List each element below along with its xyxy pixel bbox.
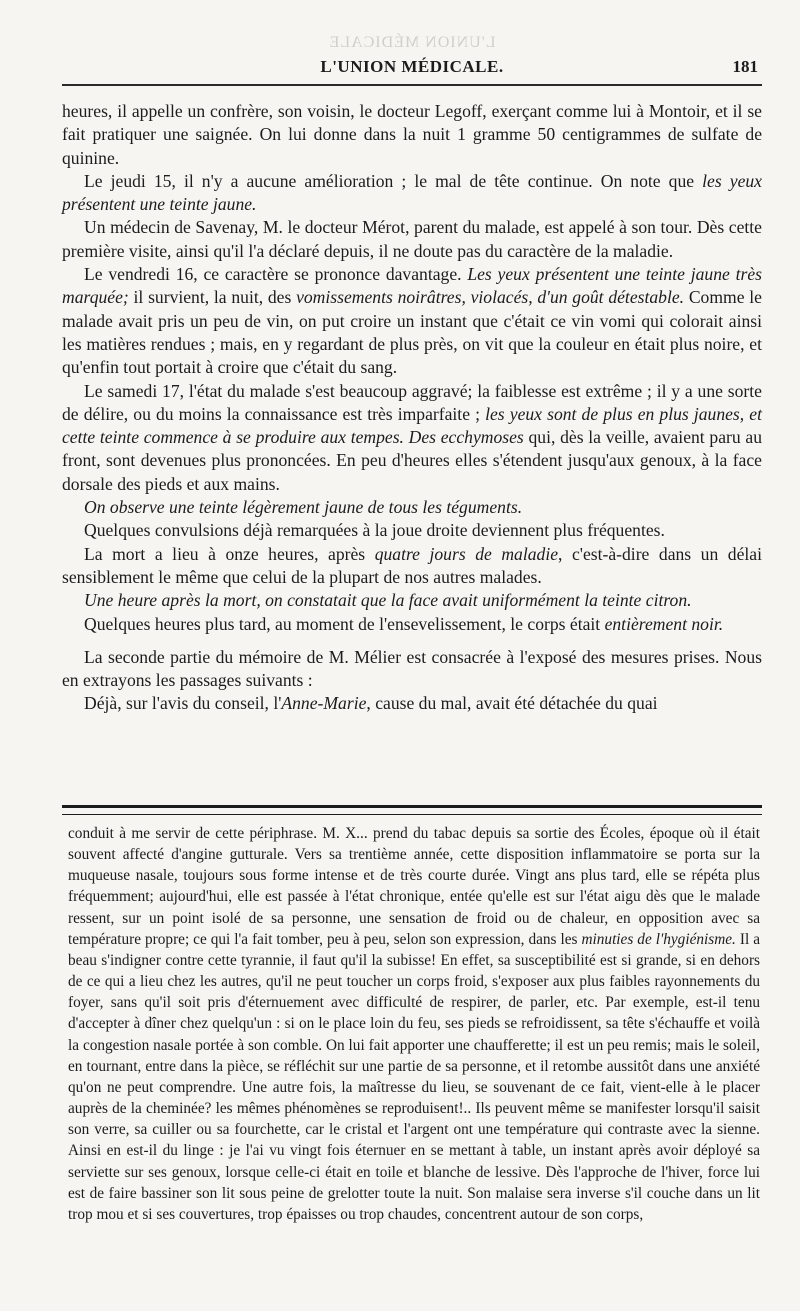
italic-run: quatre jours de maladie	[374, 543, 559, 564]
text-run: Déjà, sur l'avis du conseil, l'	[84, 693, 282, 714]
paragraph: La seconde partie du mémoire de M. Mélier est consacrée à l'exposé des mesures prises. Nous en extrayons les passages suivants :	[62, 646, 762, 691]
paragraph	[62, 613, 762, 636]
italic-run: Une heure après la mort, on constatait que la face avait uniformément la teinte citron.	[84, 590, 692, 611]
footnote-rule	[62, 805, 762, 815]
paragraph: Un médecin de Savenay, M. le docteur Mérot, parent du malade, est appelé à son tour. Dès cette première visite, ainsi qu'il l'a déclaré depuis, il ne doute pas du caractère de la maladie.	[62, 217, 762, 261]
italic-run: Les yeux présentent une teinte jaune très marquée;	[62, 264, 762, 308]
text-run: , cause du mal, avait été détachée du quai	[366, 693, 658, 714]
paragraph: heures, il appelle un confrère, son voisin, le docteur Legoff, exerçant comme lui à Montoir, et il se fait pratiquer une saignée. On lui donne dans la nuit 1 gramme 50 centigrammes de sulfate de quinine.	[62, 101, 762, 168]
paragraph	[62, 263, 762, 379]
italic-run: entièrement noir.	[604, 613, 724, 634]
italic-run: On observe une teinte légèrement jaune de tous les téguments.	[84, 497, 523, 518]
text-run: La mort a lieu à onze heures, après	[84, 543, 375, 564]
italic-run: les yeux présentent une teinte jaune.	[62, 170, 762, 215]
text-run: conduit à me servir de cette périphrase. M. X... prend du tabac depuis sa sortie des Écoles, époque où il était souvent affecté d'angine gutturale. Vers sa trentième année, cette disposition inflammatoire se porta sur la muqueuse nasale, toujours sous forme intense et de très courte durée. Vingt ans plus tard, elle se répéta plus fréquemment; aujourd'hui, elle est passée à l'état chronique, entée qu'elle est sur l'état aigu dès que le malade ressent, sur un point isolé de sa personne, une sensation de froid ou de chaleur, en opposition avec sa température propre; ce qui l'a fait tomber, peu à peu, selon son expression, dans les	[68, 825, 760, 948]
paragraph	[62, 496, 762, 519]
text-run: Il a beau s'indigner contre cette tyrannie, il faut qu'il la subisse! En effet, sa susceptibilité est si grande, si en dehors de ce qui a lieu chez les autres, qu'il ne peut toucher un corps froid, s'exposer aux plus faibles rayonnements du foyer, sans qu'il soit pris d'éternuement avec difficulté de respirer, de parler, etc. Par exemple, est-il tenu d'accepter à dîner chez quelqu'un : si on le place loin du feu, ses pieds se refroidissent, sa tête s'échauffe et voilà la congestion nasale portée à son comble. On lui fait apporter une chaufferette; il est un peu remis; mais le soleil, en tournant, entre dans la pièce, se réfléchit sur une partie de sa personne, et il retombe aussitôt dans une anxiété qu'on ne peut comprendre. Une autre fois, la maîtresse du lieu, se souvenant de ce fait, vient-elle à le placer auprès de la cheminée? les mêmes phénomènes se reproduisent!.. Ils peuvent même se manifester lorsqu'il saisit son verre, sa cuiller ou sa fourchette, car le cristal et l'argent ont une température qui contraste avec la sienne. Ainsi en est-il du linge : je l'ai vu vingt fois éternuer en se mettant à table, un instant après avoir déployé sa serviette sur ses genoux, lorsque celle-ci était en toile et blanche de lessive. Dès l'approche de l'hiver, force lui est de faire bassiner son lit sous peine de grelotter toute la nuit. Son malaise sera inverse s'il couche dans un lit trop mou et si ses couvertures, trop épaisses ou trop chaudes, concentrent autour de son corps,	[68, 930, 760, 1223]
bleed-through-header: L'UNION MÉDICALE	[328, 34, 496, 51]
text-run: qui, dès la veille, avaient paru au front, sont devenues plus prononcées. En peu d'heures elles s'étendent jusqu'aux genoux, à la face dorsale des pieds et aux mains.	[62, 427, 762, 494]
running-header	[62, 57, 762, 81]
paragraph	[62, 589, 762, 612]
footnote	[68, 823, 760, 1225]
text-run: il survient, la nuit, des	[128, 287, 297, 308]
footnote-paragraph	[68, 823, 760, 1225]
header-rule	[62, 84, 762, 86]
italic-run: Anne-Marie	[281, 693, 367, 714]
text-run: Le jeudi 15, il n'y a aucune amélioration ; le mal de tête continue. On note que	[84, 170, 703, 191]
paragraph: Quelques convulsions déjà remarquées à la joue droite deviennent plus fréquentes.	[84, 520, 665, 541]
text-run: Quelques heures plus tard, au moment de l'ensevelissement, le corps était	[84, 613, 605, 634]
page-number: 181	[732, 57, 758, 76]
text-run: Le vendredi 16, ce caractère se prononce davantage.	[84, 264, 468, 285]
text-run: Comme le malade avait pris un peu de vin, on put croire un instant que c'était ce vin vomi qui colorait ainsi les matières rendues ; mais, en y regardant de plus près, on vit que la couleur en était plus noire, et qu'enfin tout portait à croire que c'était du sang.	[62, 287, 762, 378]
text-run: , c'est-à-dire dans un délai sensiblement le même que celui de la plupart de nos autres malades.	[62, 543, 762, 587]
journal-title: L'UNION MÉDICALE.	[320, 57, 504, 76]
paragraph	[62, 170, 762, 217]
italic-run: vomissements noirâtres, violacés, d'un goût détestable.	[296, 287, 685, 308]
main-text	[62, 100, 762, 716]
page	[62, 0, 762, 1311]
text-run: Le samedi 17, l'état du malade s'est beaucoup aggravé; la faiblesse est extrême ; il y a une sorte de délire, ou du moins la connaissance est très imparfaite ;	[62, 380, 762, 424]
paragraph	[62, 543, 762, 590]
italic-run: minuties de l'hygiénisme.	[581, 930, 736, 948]
paragraph	[62, 380, 762, 496]
paragraph	[62, 692, 762, 715]
italic-run: les yeux sont de plus en plus jaunes, et cette teinte commence à se produire aux tempes. Des ecchymoses	[62, 403, 762, 448]
